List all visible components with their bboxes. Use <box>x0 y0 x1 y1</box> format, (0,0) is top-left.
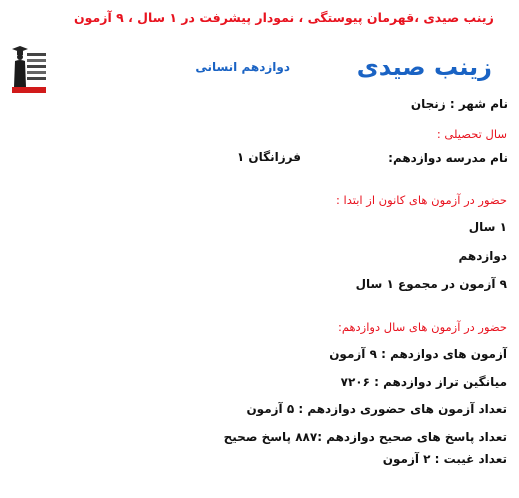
school-year-heading: سال تحصیلی : <box>436 127 507 141</box>
city-line: نام شهر : زنجان <box>410 97 508 111</box>
student-name: زینب صیدی <box>356 53 492 81</box>
twelfth-heading: حضور در آزمون های سال دوازدهم: <box>337 320 507 334</box>
attendance-heading: حضور در آزمون های کانون از ابتدا : <box>336 193 507 207</box>
twelfth-average: میانگین تراز دوازدهم : ۷۲۰۶ <box>340 375 507 389</box>
page-title: زینب صیدی ،قهرمان پیوستگی ، نمودار پیشرفت در ۱ سال ، ۹ آزمون <box>74 10 494 25</box>
attendance-years: ۱ سال <box>468 220 507 234</box>
school-label: نام مدرسه دوازدهم: <box>388 151 508 165</box>
attendance-total: ۹ آزمون در مجموع ۱ سال <box>355 277 507 291</box>
twelfth-correct: تعداد پاسخ های صحیح دوازدهم :۸۸۷ پاسخ صحیح <box>223 430 507 444</box>
twelfth-exams: آزمون های دوازدهم : ۹ آزمون <box>329 347 507 361</box>
school-value: فرزانگان ۱ <box>236 150 301 164</box>
twelfth-absent: تعداد غیبت : ۲ آزمون <box>382 452 507 466</box>
student-major: دوازدهم انسانی <box>195 60 290 74</box>
twelfth-inperson: تعداد آزمون های حضوری دوازدهم : ۵ آزمون <box>246 402 507 416</box>
attendance-grade: دوازدهم <box>458 249 507 263</box>
kanoon-logo <box>10 43 48 93</box>
